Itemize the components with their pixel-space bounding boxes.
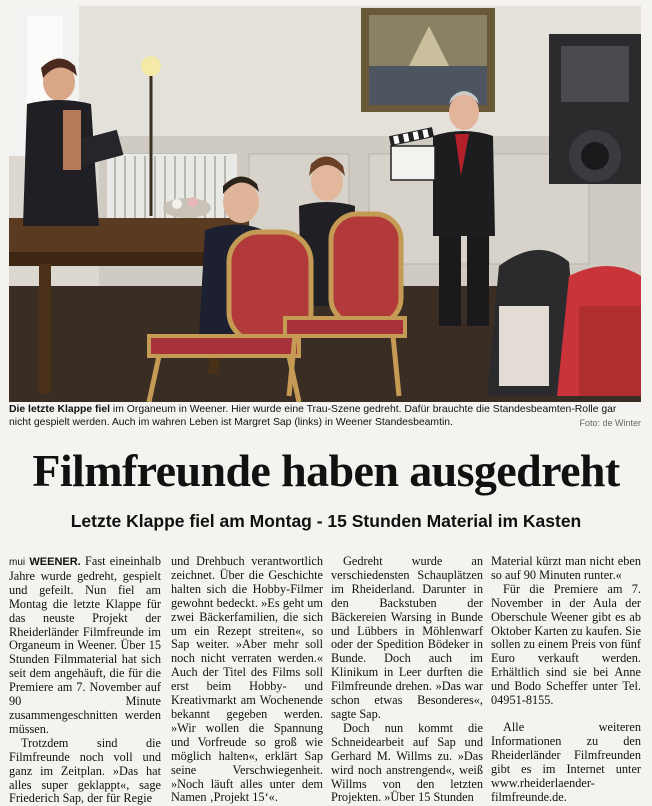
photo-caption [9, 404, 641, 429]
news-photo [9, 6, 641, 402]
article-paragraph: und Drehbuch verantwortlich zeichnet. Über die Geschichte halten sich die Hobby-Filmer gewohnt bedeckt. »Es geht um zwei Bäckerfamilien, die sich um ein Rezept streiten«, so Sap weiter. »Aber mehr soll noch nicht verraten werden.« Auch der Titel des Films soll erst beim Hobby- und Kreativmarkt am Wochenende bekannt gegeben werden. »Wir wollen die Spannung und Vorfreude so groß wie möglich halten«, erklärt Sap seine Verschwiegenheit. »Noch läuft alles unter dem Namen ‚Projekt 15‘«. [171, 554, 323, 805]
article-column-4 [491, 555, 641, 804]
article-paragraph: Trotzdem sind die Filmfreunde noch voll und ganz im Zeitplan. »Das hat alles super geklappt«, sage Friederich Sap, der für Regie [9, 735, 161, 806]
clapperboard-icon [389, 127, 435, 180]
article-paragraph: Material kürzt man nicht eben so auf 90 Minuten runter.« [491, 554, 641, 582]
article-paragraph: Alle weiteren Informationen zu den Rheiderländer Filmfreunden gibt es im Internet unter www.rheiderlaender-filmfreunde.de. [491, 719, 641, 804]
caption-lead: Die letzte Klappe fiel [9, 404, 111, 415]
scene-illustration [9, 6, 641, 402]
dateline: WEENER. [29, 556, 81, 568]
article-paragraph: mui WEENER. Fast eineinhalb Jahre wurde gedreht, gespielt und gefeilt. Nun fiel am Montag die letzte Klappe für das neuste Projekt der Rheiderländer Filmfreunde im Organeum in Weener. Über 15 Stunden Filmmaterial hat sich seit dem angehäuft, die für die Premiere am 7. November auf 90 Minute zusammengeschnitten werden müssen. [9, 554, 161, 736]
author-kicker: mui [9, 557, 26, 568]
article-paragraph: Doch nun kommt die Schneidearbeit auf Sap und Gerhard M. Willms zu. »Das wird noch anstrengend«, weiß Willms von den letzten Projekten. »Über 15 Stunden [331, 720, 483, 805]
photo-credit: Foto: de Winter [579, 418, 641, 428]
article-paragraph: Für die Premiere am 7. November in der Aula der Oberschule Weener gibt es ab Oktober Karten zu kaufen. Sie sollen zu einem Preis von fünf Euro verkauft werden. Erhältlich sind sie bei Anne und Bodo Scheffer unter Tel. 04951-8155. [491, 581, 641, 708]
article-paragraph: Gedreht wurde an verschiedensten Schauplätzen im Rheiderland. Darunter in den Backstuben der Bäckereien Warsing in Bunde und Lübbers in Möhlenwarf oder der Spedition Bödeker in Bunde. Doch auch im Klinikum in Leer durften die Filmfreunde drehen. »Das war schon etwas Besonderes«, sagte Sap. [331, 554, 483, 721]
subheadline: Letzte Klappe fiel am Montag - 15 Stunden Material im Kasten [70, 511, 582, 531]
article-column-1 [9, 555, 161, 806]
article-column-3 [331, 555, 483, 805]
article-column-2 [171, 555, 323, 805]
headline: Filmfreunde haben ausgedreht [32, 445, 620, 496]
caption-text: im Organeum in Weener. Hier wurde eine Trau-Szene gedreht. Dafür brauchte die Standesbeamten-Rolle gar nicht gespielt werden. Auch im wahren Leben ist Margret Sap (links) in Weener Standesbeamtin. [9, 404, 617, 428]
